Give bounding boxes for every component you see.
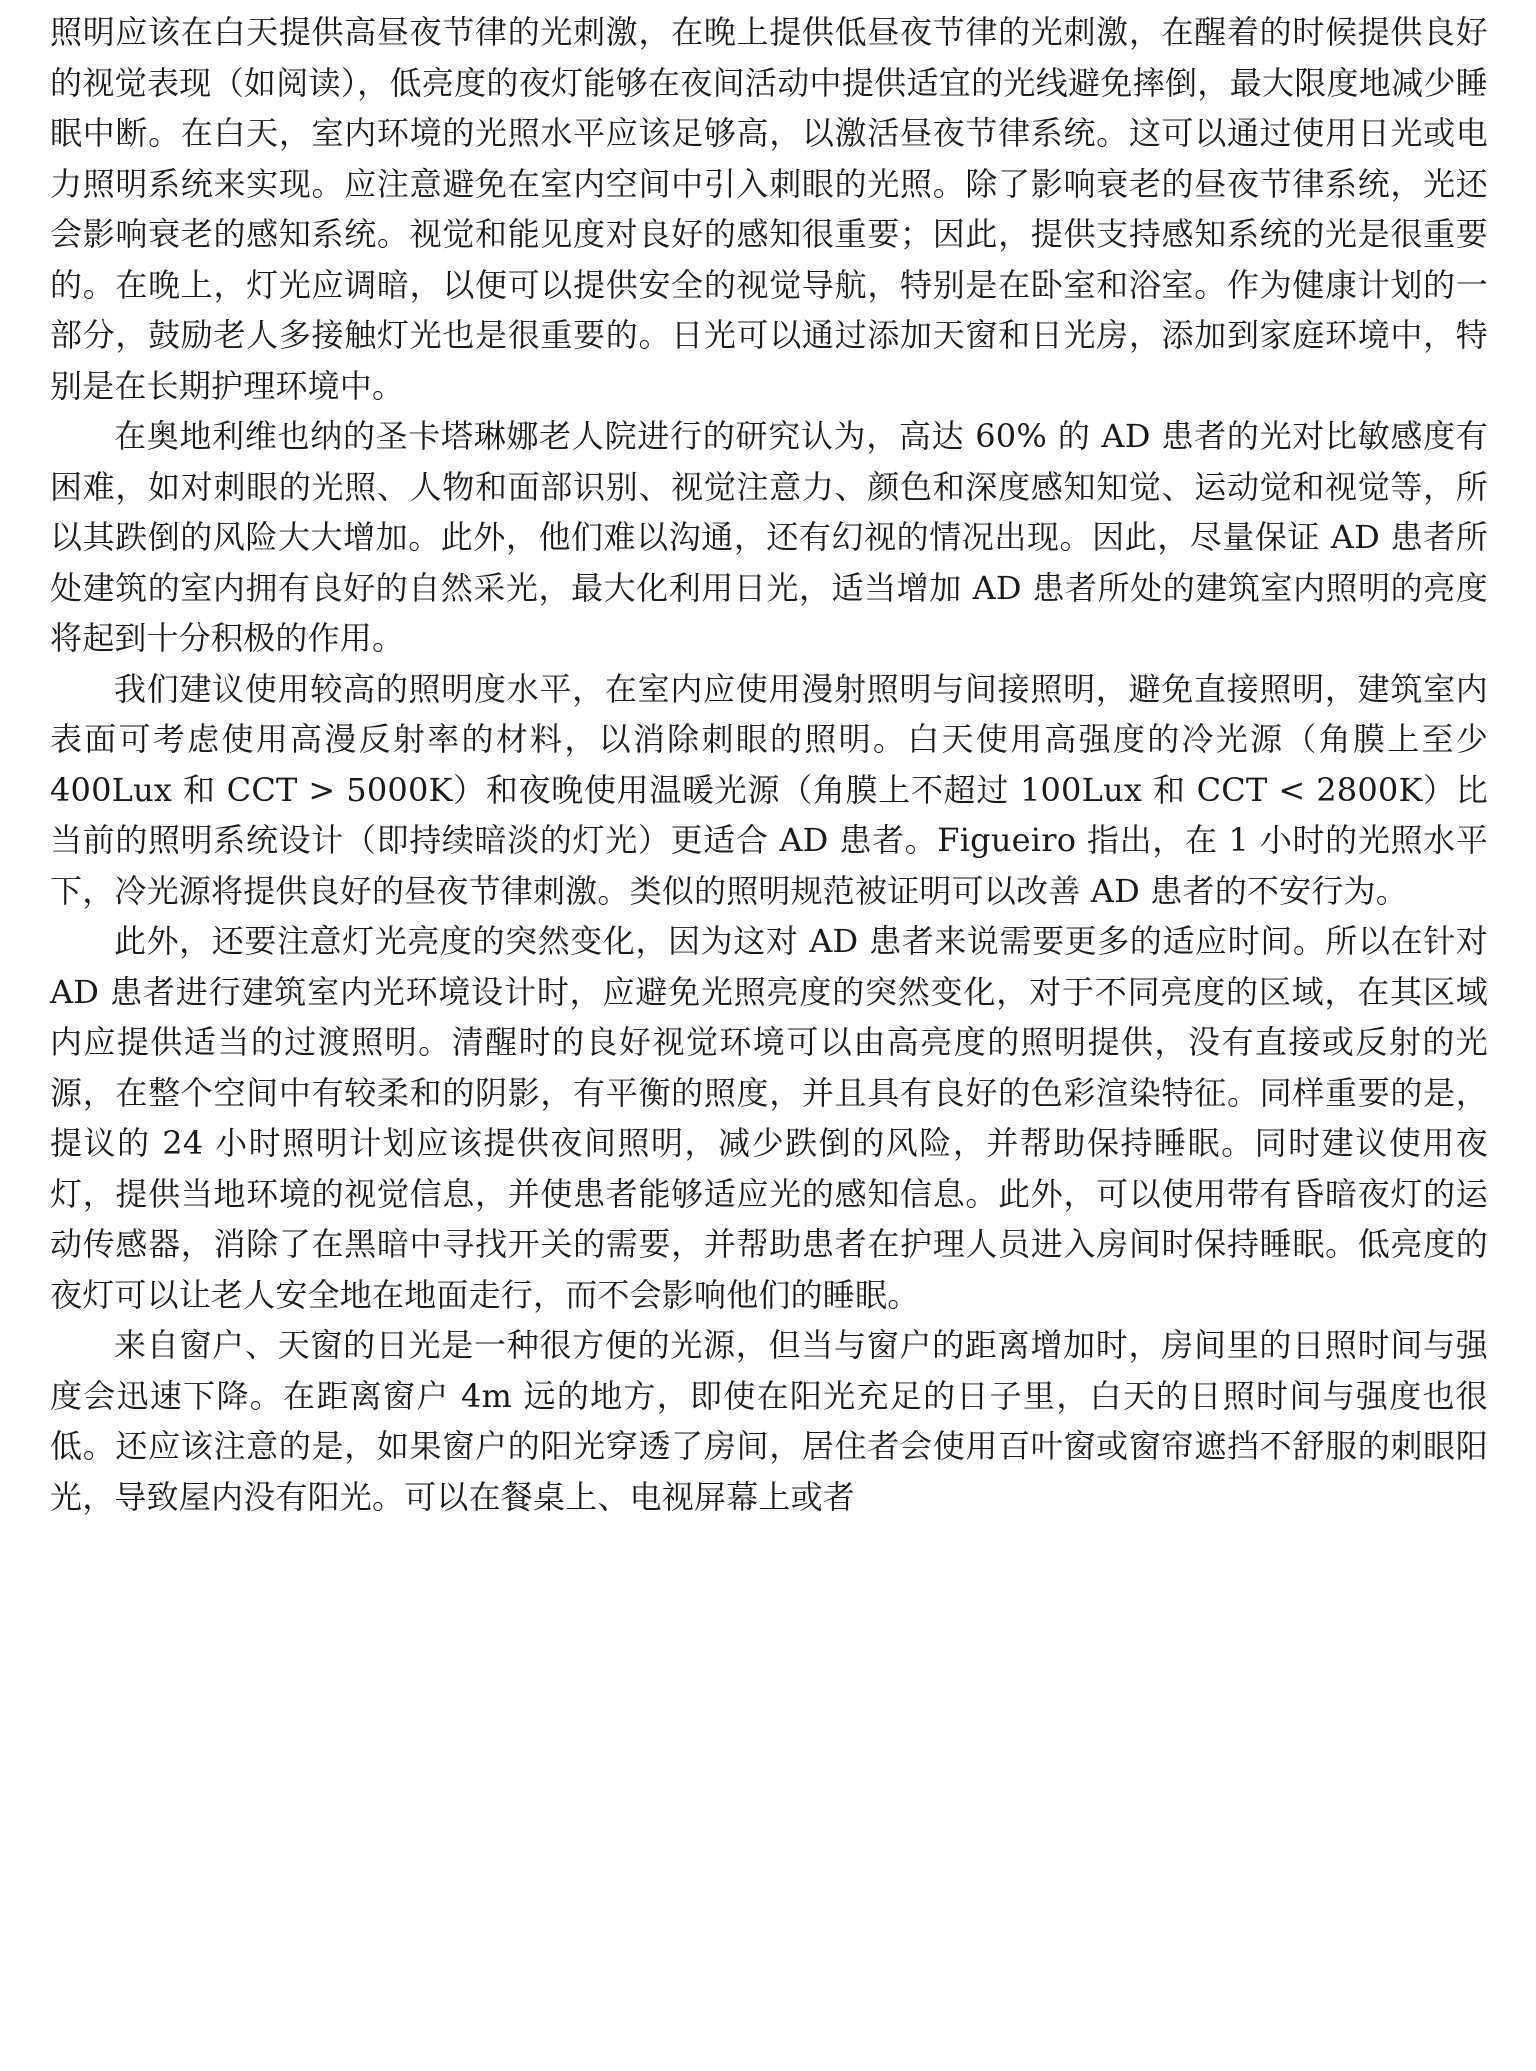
paragraph-2: 在奥地利维也纳的圣卡塔琳娜老人院进行的研究认为，高达 60% 的 AD 患者的光对比敏感度有困难，如对刺眼的光照、人物和面部识别、视觉注意力、颜色和深度感知知觉、运动觉和视觉等，所以其跌倒的风险大大增加。此外，他们难以沟通，还有幻视的情况出现。因此，尽量保证 AD 患者所处建筑的室内拥有良好的自然采光，最大化利用日光，适当增加 AD 患者所处的建筑室内照明的亮度将起到十分积极的作用。 [50, 417, 1488, 657]
paragraph-5: 来自窗户、天窗的日光是一种很方便的光源，但当与窗户的距离增加时，房间里的日照时间与强度会迅速下降。在距离窗户 4m 远的地方，即使在阳光充足的日子里，白天的日照时间与强度也很低。还应该注意的是，如果窗户的阳光穿透了房间，居住者会使用百叶窗或窗帘遮挡不舒服的刺眼阳光，导致屋内没有阳光。可以在餐桌上、电视屏幕上或者 [50, 1326, 1488, 1516]
paragraph-3: 我们建议使用较高的照明度水平，在室内应使用漫射照明与间接照明，避免直接照明，建筑室内表面可考虑使用高漫反射率的材料，以消除刺眼的照明。白天使用高强度的冷光源（角膜上至少 400Lux 和 CCT > 5000K）和夜晚使用温暖光源（角膜上不超过 100Lux 和 CCT < 2800K）比当前的照明系统设计（即持续暗淡的灯光）更适合 AD 患者。Figueiro 指出，在 1 小时的光照水平下，冷光源将提供良好的昼夜节律刺激。类似的照明规范被证明可以改善 AD 患者的不安行为。 [50, 669, 1488, 910]
paragraph-1: 照明应该在白天提供高昼夜节律的光刺激，在晚上提供低昼夜节律的光刺激，在醒着的时候提供良好的视觉表现（如阅读），低亮度的夜灯能够在夜间活动中提供适宜的光线避免摔倒，最大限度地减少睡眠中断。在白天，室内环境的光照水平应该足够高，以激活昼夜节律系统。这可以通过使用日光或电力照明系统来实现。应注意避免在室内空间中引入刺眼的光照。除了影响衰老的昼夜节律系统，光还会影响衰老的感知系统。视觉和能见度对良好的感知很重要；因此，提供支持感知系统的光是很重要的。在晚上，灯光应调暗，以便可以提供安全的视觉导航，特别是在卧室和浴室。作为健康计划的一部分，鼓励老人多接触灯光也是很重要的。日光可以通过添加天窗和日光房，添加到家庭环境中，特别是在长期护理环境中。 [50, 13, 1488, 405]
paragraph-4: 此外，还要注意灯光亮度的突然变化，因为这对 AD 患者来说需要更多的适应时间。所以在针对 AD 患者进行建筑室内光环境设计时，应避免光照亮度的突然变化，对于不同亮度的区域，在其区域内应提供适当的过渡照明。清醒时的良好视觉环境可以由高亮度的照明提供，没有直接或反射的光源，在整个空间中有较柔和的阴影，有平衡的照度，并且具有良好的色彩渲染特征。同样重要的是，提议的 24 小时照明计划应该提供夜间照明，减少跌倒的风险，并帮助保持睡眠。同时建议使用夜灯，提供当地环境的视觉信息，并使患者能够适应光的感知信息。此外，可以使用带有昏暗夜灯的运动传感器，消除了在黑暗中寻找开关的需要，并帮助患者在护理人员进入房间时保持睡眠。低亮度的夜灯可以让老人安全地在地面走行，而不会影响他们的睡眠。 [50, 922, 1488, 1314]
body-text [50, 7, 1488, 1522]
